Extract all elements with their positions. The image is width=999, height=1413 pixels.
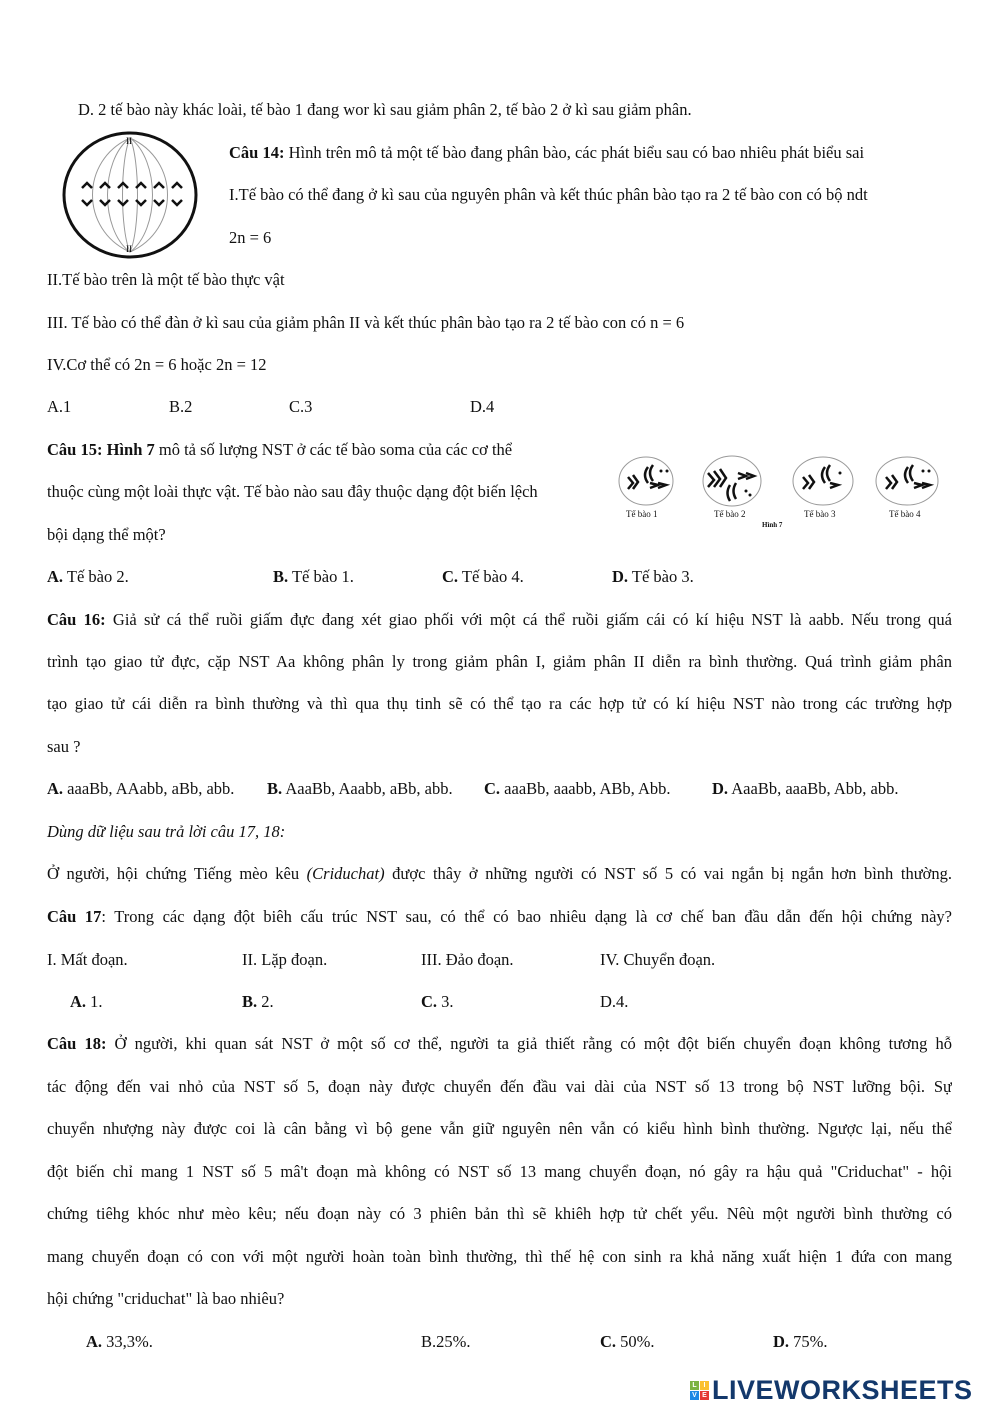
q14-statement-3: III. Tế bào có thể đàn ở kì sau của giảm phân II và kết thúc phân bào tạo ra 2 tế bào con có n = 6 bbox=[47, 313, 685, 332]
option-text: Tế bào 3. bbox=[628, 567, 694, 586]
q17-item-4: IV. Chuyển đoạn. bbox=[600, 950, 716, 969]
option-text: 2. bbox=[257, 992, 274, 1011]
q15-text: mô tả số lượng NST ở các tế bào soma của các cơ thể bbox=[154, 440, 513, 459]
q14-stem bbox=[229, 143, 864, 163]
q15-line-2: thuộc cùng một loài thực vật. Tế bào nào sau đây thuộc dạng đột biến lệch bbox=[47, 482, 538, 501]
q14-option-a[interactable]: A.1 bbox=[47, 397, 72, 416]
q18-line-2: tác động đến vai nhỏ của NST số 5, đoạn này được chuyển đến đầu vai dài của NST số 13 trong bộ NST lưỡng bội. Sự bbox=[47, 1077, 952, 1096]
q14-statement-1-cont: 2n = 6 bbox=[229, 228, 272, 247]
dividing-cell-figure bbox=[60, 130, 200, 260]
q18-line-4: đột biến chỉ mang 1 NST số 5 mâ't đoạn mà không có NST số 13 mang chuyển đoạn, nó gây ra hậu quả "Criduchat" - hội bbox=[47, 1162, 952, 1181]
figure-caption-cell-2: Tế bào 2 bbox=[714, 509, 746, 519]
option-text: AaaBb, aaaBb, Abb, abb. bbox=[728, 779, 899, 798]
option-text: D.4. bbox=[600, 992, 629, 1011]
logo-letter: L bbox=[690, 1381, 699, 1390]
q14-option-d[interactable]: D.4 bbox=[470, 397, 495, 416]
q17-item-2: II. Lặp đoạn. bbox=[242, 950, 328, 969]
option-text: B.25%. bbox=[421, 1332, 471, 1351]
option-key: D. bbox=[612, 567, 629, 586]
q17-item-1: I. Mất đoạn. bbox=[47, 950, 128, 969]
q14-statement-2: II.Tế bào trên là một tế bào thực vật bbox=[47, 270, 285, 289]
option-text: 50%. bbox=[616, 1332, 655, 1351]
figure-caption-cell-1: Tế bào 1 bbox=[626, 509, 658, 519]
q17-item-3: III. Đảo đoạn. bbox=[421, 950, 514, 969]
q18-label: Câu 18: bbox=[47, 1034, 107, 1053]
q16-option-c[interactable] bbox=[484, 779, 671, 799]
q14-text: Hình trên mô tả một tế bào đang phân bào, các phát biểu sau có bao nhiêu phát biểu sai bbox=[284, 143, 865, 162]
q18-option-a[interactable] bbox=[86, 1332, 153, 1352]
q18-line-7: hội chứng "criduchat" là bao nhiêu? bbox=[47, 1289, 285, 1308]
q16-text: Giả sử cá thể ruồi giấm đực đang xét giao phối với một cá thể ruồi giấm cái có kí hiệu NST là aabb. Nếu trong quá bbox=[105, 610, 952, 629]
q13-option-d: D. 2 tế bào này khác loài, tế bào 1 đang wor kì sau giảm phân 2, tế bào 2 ở kì sau giảm phân. bbox=[78, 100, 692, 119]
option-key: C. bbox=[600, 1332, 617, 1351]
shared-data-intro bbox=[47, 822, 285, 842]
q14-option-c[interactable]: C.3 bbox=[289, 397, 313, 416]
svg-text:II: II bbox=[126, 136, 132, 146]
live-logo-icon bbox=[690, 1381, 709, 1400]
q17-stem bbox=[47, 907, 952, 927]
q16-line-4: sau ? bbox=[47, 737, 81, 756]
q15-label: Câu 15: bbox=[47, 440, 103, 459]
q17-label: Câu 17 bbox=[47, 907, 102, 926]
q17-option-d[interactable] bbox=[600, 992, 628, 1012]
q17-option-a[interactable] bbox=[70, 992, 103, 1012]
q16-option-d[interactable] bbox=[712, 779, 899, 799]
option-text: Tế bào 2. bbox=[63, 567, 129, 586]
option-text: Tế bào 1. bbox=[288, 567, 354, 586]
option-text: aaaBb, aaabb, ABb, Abb. bbox=[500, 779, 671, 798]
q15-option-b[interactable] bbox=[273, 567, 354, 587]
q14-option-b[interactable]: B.2 bbox=[169, 397, 193, 416]
liveworksheets-logo bbox=[690, 1375, 973, 1406]
option-text: Tế bào 4. bbox=[458, 567, 524, 586]
q15-line-3: bội dạng thể một? bbox=[47, 525, 166, 544]
q18-option-d[interactable] bbox=[773, 1332, 828, 1352]
figure-caption-cell-3: Tế bào 3 bbox=[804, 509, 836, 519]
option-text: AaaBb, Aaabb, aBb, abb. bbox=[282, 779, 453, 798]
context-paragraph bbox=[47, 864, 952, 884]
option-text: 1. bbox=[86, 992, 103, 1011]
logo-letter: I bbox=[700, 1381, 709, 1390]
q15-fig-ref: Hình 7 bbox=[102, 440, 155, 459]
q16-label: Câu 16: bbox=[47, 610, 106, 629]
option-text: 33,3%. bbox=[102, 1332, 153, 1351]
svg-text:II: II bbox=[126, 244, 132, 254]
option-text: aaaBb, AAabb, aBb, abb. bbox=[63, 779, 235, 798]
intro-text: Dùng dữ liệu sau trả lời câu 17, 18: bbox=[47, 822, 286, 841]
q16-line-2: trình tạo giao tử đực, cặp NST Aa không phân ly trong giảm phân I, giảm phân II diễn ra bình thường. Quá trình giảm phân bbox=[47, 652, 952, 671]
option-key: B. bbox=[273, 567, 289, 586]
option-key: B. bbox=[242, 992, 258, 1011]
option-text: 3. bbox=[437, 992, 454, 1011]
option-key: A. bbox=[47, 779, 64, 798]
q15-option-c[interactable] bbox=[442, 567, 524, 587]
option-key: D. bbox=[712, 779, 729, 798]
q18-line-5: chứng tiêhg khóc như mèo kêu; nếu đoạn này có 3 phiên bản thì sẽ khiêh hợp tử chết yểu. Nêù một người bình thường có bbox=[47, 1204, 952, 1223]
option-key: A. bbox=[70, 992, 87, 1011]
option-key: B. bbox=[267, 779, 283, 798]
q14-statement-1: I.Tế bào có thể đang ở kì sau của nguyên phân và kết thúc phân bào tạo ra 2 tế bào con có bộ ndt bbox=[229, 185, 868, 204]
logo-letter: E bbox=[700, 1391, 709, 1400]
q15-option-d[interactable] bbox=[612, 567, 694, 587]
q18-line-3: chuyển nhượng này được coi là cân bằng vì bộ gene vẫn giữ nguyên nên vẫn có kiểu hình bình thường. Ngược lại, nếu thể bbox=[47, 1119, 952, 1138]
q18-line-6: mang chuyển đoạn có con với một người hoàn toàn bình thường, thì thế hệ con sinh ra khả năng xuất hiện 1 đứa con mang bbox=[47, 1247, 952, 1266]
context-text-end: được thây ở những người có NST số 5 có vai ngắn bị ngắn hơn bình thường. bbox=[384, 864, 952, 883]
option-key: C. bbox=[484, 779, 501, 798]
q15-option-a[interactable] bbox=[47, 567, 129, 587]
q16-option-a[interactable] bbox=[47, 779, 234, 799]
logo-letter: V bbox=[690, 1391, 699, 1400]
option-text: 75%. bbox=[789, 1332, 828, 1351]
q18-line-1 bbox=[47, 1034, 952, 1054]
q18-option-b[interactable] bbox=[421, 1332, 471, 1352]
q17-option-b[interactable] bbox=[242, 992, 274, 1012]
q14-statement-4: IV.Cơ thể có 2n = 6 hoặc 2n = 12 bbox=[47, 355, 267, 374]
cells-illustration bbox=[618, 455, 948, 510]
figure-title: Hình 7 bbox=[762, 521, 783, 529]
context-text: Ở người, hội chứng Tiếng mèo kêu bbox=[47, 864, 307, 883]
q16-option-b[interactable] bbox=[267, 779, 453, 799]
q16-line-3: tạo giao tử cái diễn ra bình thường và thì qua thụ tinh sẽ có thể tạo ra các hợp tử có kí hiệu NST nào trong các trường hợp bbox=[47, 694, 952, 713]
option-key: A. bbox=[86, 1332, 103, 1351]
q15-line-1 bbox=[47, 440, 512, 460]
logo-text: LIVEWORKSHEETS bbox=[712, 1375, 973, 1405]
figure-caption-cell-4: Tế bào 4 bbox=[889, 509, 921, 519]
q14-label: Câu 14: bbox=[229, 143, 285, 162]
option-key: C. bbox=[442, 567, 459, 586]
q18-text: Ở người, khi quan sát NST ở một số cơ thể, người ta giả thiết rằng có một đột biến chuyển đoạn không tương hỗ bbox=[106, 1034, 952, 1053]
option-key: C. bbox=[421, 992, 438, 1011]
context-term: (Criduchat) bbox=[306, 864, 385, 883]
q16-line-1 bbox=[47, 610, 952, 630]
q18-option-c[interactable] bbox=[600, 1332, 655, 1352]
option-key: D. bbox=[773, 1332, 790, 1351]
q17-option-c[interactable] bbox=[421, 992, 454, 1012]
q17-text: : Trong các dạng đột biêh cấu trúc NST sau, có thể có bao nhiêu dạng là cơ chế ban đầu dẫn đến hội chứng này? bbox=[101, 907, 952, 926]
option-key: A. bbox=[47, 567, 64, 586]
